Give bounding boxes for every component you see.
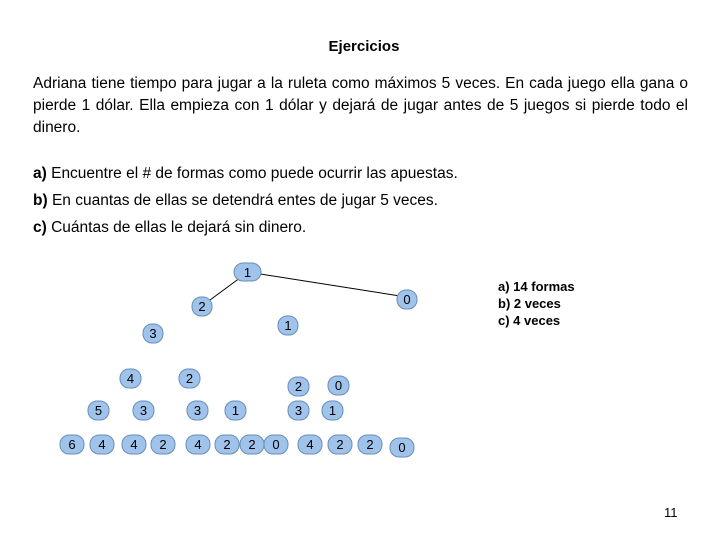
question-a-prefix: a) bbox=[33, 165, 47, 182]
tree-node-l5-10 bbox=[358, 435, 382, 454]
question-b-text: En cuantas de ellas se detendrá entes de jugar 5 veces. bbox=[47, 192, 438, 209]
svg-text:6: 6 bbox=[68, 437, 76, 452]
svg-text:4: 4 bbox=[194, 437, 202, 452]
svg-text:4: 4 bbox=[130, 437, 138, 452]
page-title: Ejercicios bbox=[328, 38, 400, 55]
svg-text:2: 2 bbox=[198, 299, 206, 314]
answer-c: c) 4 veces bbox=[498, 313, 561, 328]
tree-node-l2-1 bbox=[278, 316, 298, 335]
svg-text:2: 2 bbox=[294, 379, 303, 394]
tree-edge-right bbox=[248, 272, 400, 296]
tree-node-l3-1 bbox=[179, 369, 200, 388]
tree-node-l5-3 bbox=[151, 435, 175, 454]
svg-text:3: 3 bbox=[139, 403, 148, 418]
svg-text:3: 3 bbox=[193, 403, 202, 418]
svg-text:2: 2 bbox=[248, 437, 256, 452]
tree-node-l3-3 bbox=[328, 376, 349, 395]
tree-node-l5-1 bbox=[90, 435, 114, 454]
tree-node-root bbox=[234, 263, 261, 281]
svg-text:1: 1 bbox=[284, 318, 292, 333]
answers-block bbox=[498, 278, 575, 329]
svg-text:3: 3 bbox=[294, 403, 303, 418]
tree-node-l4-0 bbox=[88, 401, 109, 420]
svg-text:0: 0 bbox=[398, 440, 406, 455]
tree-node-l5-11 bbox=[390, 438, 414, 457]
question-c-text: Cuántas de ellas le dejará sin dinero. bbox=[46, 219, 307, 236]
svg-text:4: 4 bbox=[306, 437, 314, 452]
svg-text:2: 2 bbox=[185, 371, 194, 386]
svg-text:1: 1 bbox=[231, 403, 240, 418]
svg-text:0: 0 bbox=[334, 378, 343, 393]
question-a-text: Encuentre el # de formas como puede ocurrir las apuestas. bbox=[46, 165, 458, 182]
answer-b: b) 2 veces bbox=[498, 296, 561, 311]
tree-node-l4-3 bbox=[225, 401, 246, 420]
tree-node-l4-2 bbox=[187, 401, 208, 420]
svg-text:1: 1 bbox=[328, 403, 337, 418]
tree-node-l5-6 bbox=[240, 435, 264, 454]
tree-node-l5-8 bbox=[298, 435, 322, 454]
tree-node-l3-2 bbox=[288, 377, 309, 396]
tree-node-l5-7 bbox=[264, 435, 288, 454]
tree-node-l1-1 bbox=[397, 290, 417, 309]
page-number: 11 bbox=[664, 505, 678, 520]
svg-text:0: 0 bbox=[272, 437, 280, 452]
tree-node-l5-2 bbox=[122, 435, 146, 454]
svg-text:5: 5 bbox=[94, 403, 103, 418]
problem-statement: Adriana tiene tiempo para jugar a la ruleta como máximos 5 veces. En cada juego ella gana o pierde 1 dólar. Ella empieza con 1 dólar y dejará de jugar antes de 5 juegos si pierde todo el dinero. bbox=[33, 75, 688, 136]
tree-node-l3-0 bbox=[120, 369, 141, 388]
svg-text:2: 2 bbox=[336, 437, 344, 452]
svg-text:3: 3 bbox=[149, 326, 157, 341]
question-b-prefix: b) bbox=[33, 192, 48, 209]
answer-a: a) 14 formas bbox=[498, 279, 575, 294]
tree-node-l5-4 bbox=[186, 435, 210, 454]
tree-node-l4-1 bbox=[133, 401, 154, 420]
tree-node-l1-0 bbox=[192, 297, 212, 316]
svg-text:2: 2 bbox=[366, 437, 374, 452]
svg-text:4: 4 bbox=[98, 437, 106, 452]
tree-node-l2-0 bbox=[143, 324, 163, 343]
svg-text:2: 2 bbox=[159, 437, 167, 452]
svg-text:4: 4 bbox=[126, 371, 135, 386]
tree-node-l5-0 bbox=[60, 435, 84, 454]
svg-text:2: 2 bbox=[223, 437, 231, 452]
tree-node-l5-9 bbox=[328, 435, 352, 454]
tree-node-l4-5 bbox=[322, 401, 343, 420]
tree-node-l5-5 bbox=[215, 435, 239, 454]
question-c-prefix: c) bbox=[33, 219, 47, 236]
svg-text:0: 0 bbox=[403, 292, 411, 307]
svg-text:1: 1 bbox=[243, 265, 252, 280]
tree-node-l4-4 bbox=[288, 401, 309, 420]
